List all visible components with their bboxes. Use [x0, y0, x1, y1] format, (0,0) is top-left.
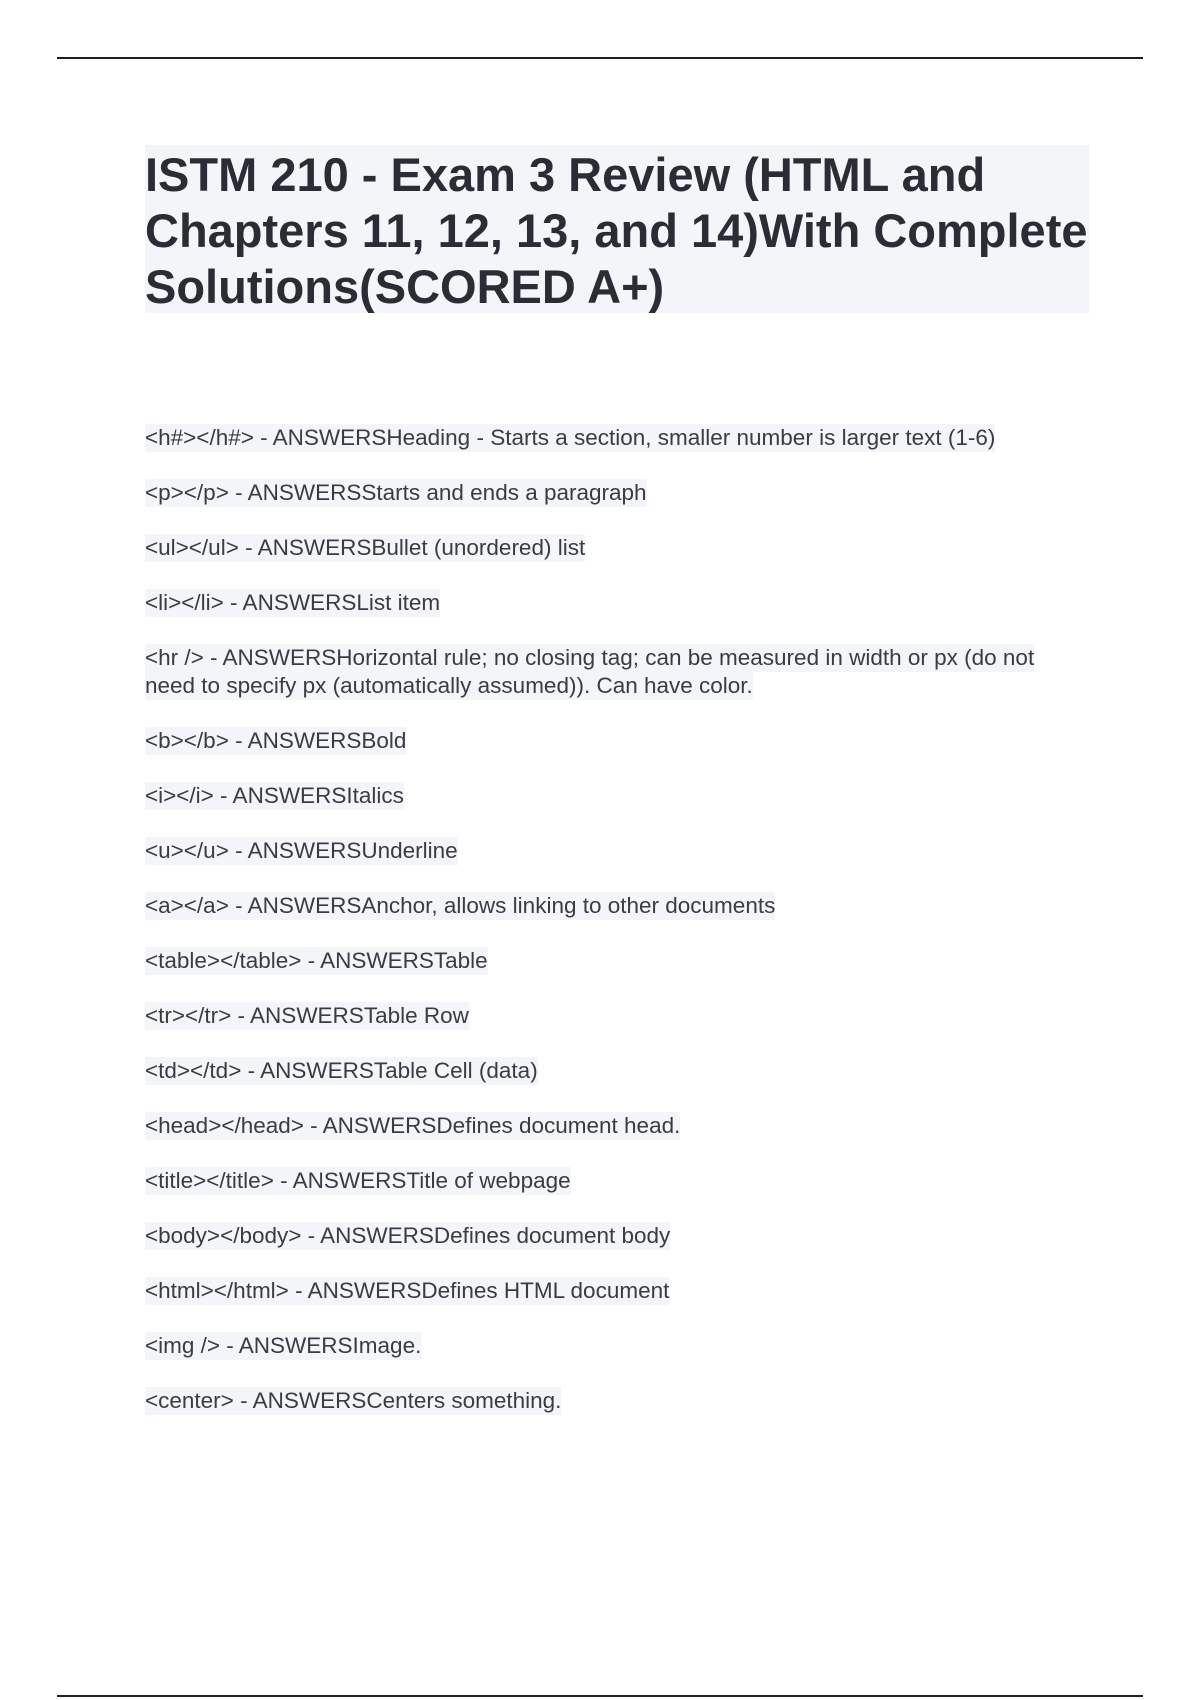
qa-entry	[145, 534, 1089, 562]
qa-entry	[145, 1332, 1089, 1360]
qa-entry-text: <i></i> - ANSWERSItalics	[145, 783, 404, 808]
qa-entry	[145, 892, 1089, 920]
qa-entry-text: <li></li> - ANSWERSList item	[145, 590, 441, 615]
qa-entry-text: <html></html> - ANSWERSDefines HTML document	[145, 1278, 670, 1303]
qa-entry	[145, 479, 1089, 507]
qa-entry	[145, 589, 1089, 617]
qa-entry-text: <b></b> - ANSWERSBold	[145, 728, 407, 753]
qa-entry-text: <body></body> - ANSWERSDefines document body	[145, 1223, 671, 1248]
qa-entry-text: <head></head> - ANSWERSDefines document head.	[145, 1113, 681, 1138]
qa-entry-text: <td></td> - ANSWERSTable Cell (data)	[145, 1058, 538, 1083]
bottom-rule	[57, 1695, 1143, 1697]
qa-entry-text: <ul></ul> - ANSWERSBullet (unordered) list	[145, 535, 586, 560]
qa-entry	[145, 1222, 1089, 1250]
qa-entry-text: <u></u> - ANSWERSUnderline	[145, 838, 458, 863]
top-rule	[57, 57, 1143, 59]
qa-entry-text: <table></table> - ANSWERSTable	[145, 948, 488, 973]
qa-entry	[145, 727, 1089, 755]
qa-entry	[145, 1277, 1089, 1305]
qa-entry-text: <p></p> - ANSWERSStarts and ends a paragraph	[145, 480, 647, 505]
qa-entry	[145, 1057, 1089, 1085]
qa-entry	[145, 1387, 1089, 1415]
qa-entry	[145, 644, 1089, 700]
qa-entry	[145, 1112, 1089, 1140]
qa-entry-text: <a></a> - ANSWERSAnchor, allows linking to other documents	[145, 893, 776, 918]
qa-entry-text: <img /> - ANSWERSImage.	[145, 1333, 422, 1358]
qa-entry	[145, 424, 1089, 452]
qa-entry-text: <center> - ANSWERSCenters something.	[145, 1388, 562, 1413]
qa-list	[145, 424, 1089, 1442]
qa-entry	[145, 947, 1089, 975]
title-block	[145, 145, 1089, 313]
qa-entry	[145, 1002, 1089, 1030]
qa-entry-text: <title></title> - ANSWERSTitle of webpage	[145, 1168, 571, 1193]
qa-entry	[145, 782, 1089, 810]
qa-entry	[145, 1167, 1089, 1195]
qa-entry-text: <h#></h#> - ANSWERSHeading - Starts a section, smaller number is larger text (1-6)	[145, 425, 996, 450]
qa-entry-text: <tr></tr> - ANSWERSTable Row	[145, 1003, 469, 1028]
qa-entry-text: <hr /> - ANSWERSHorizontal rule; no closing tag; can be measured in width or px (do not need to specify px (automatically assumed)). Can have color.	[145, 645, 1035, 698]
document-title: ISTM 210 - Exam 3 Review (HTML and Chapters 11, 12, 13, and 14)With Complete Solutions(SCORED A+)	[145, 148, 1088, 313]
qa-entry	[145, 837, 1089, 865]
